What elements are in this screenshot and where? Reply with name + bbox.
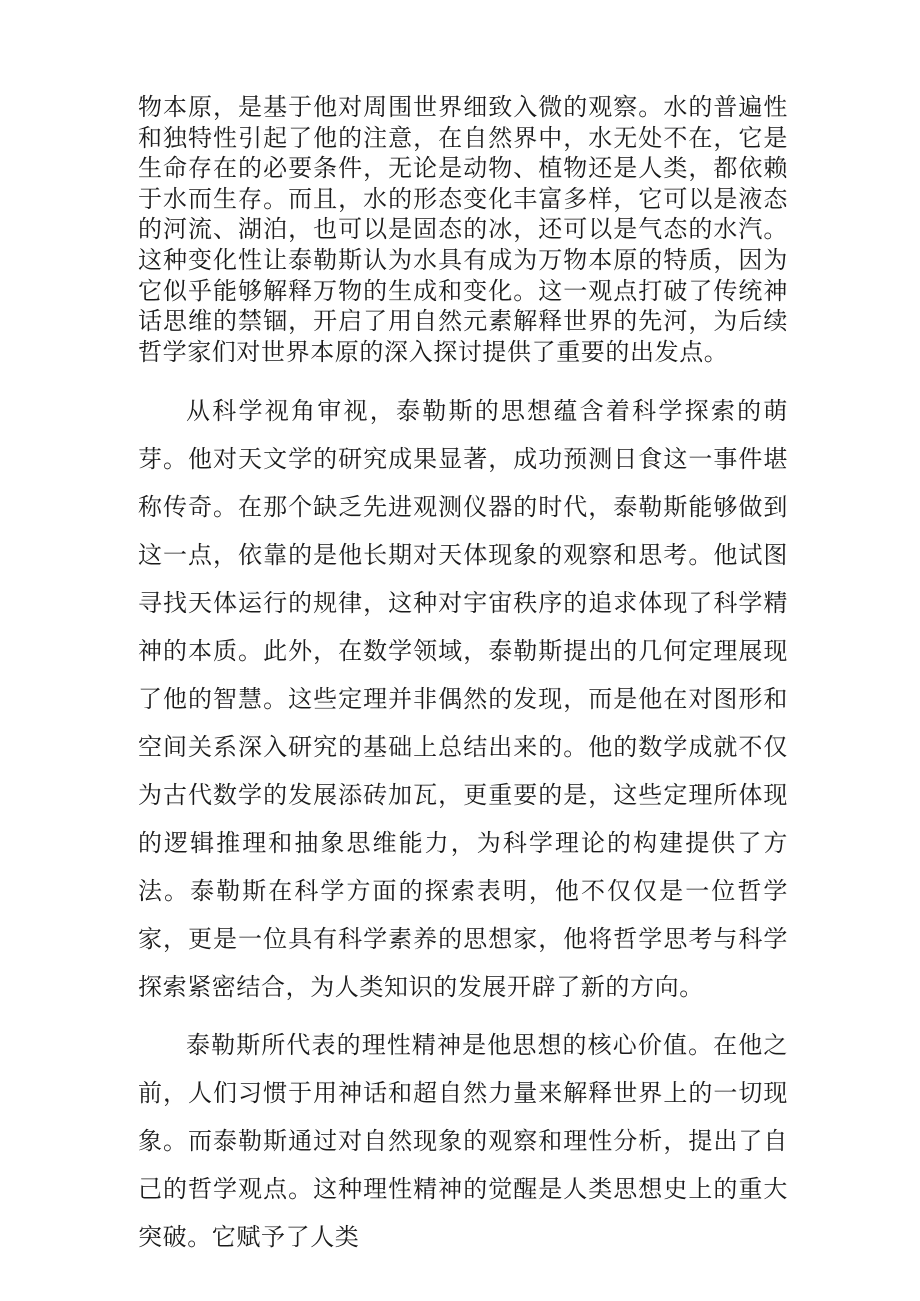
document-page [138, 92, 788, 1261]
paragraph-science-perspective: 从科学视角审视，泰勒斯的思想蕴含着科学探索的萌芽。他对天文学的研究成果显著，成功预测日食这一事件堪称传奇。在那个缺乏先进观测仪器的时代，泰勒斯能够做到这一点，依靠的是他长期对天体现象的观察和思考。他试图寻找天体运行的规律，这种对宇宙秩序的追求体现了科学精神的本质。此外，在数学领域，泰勒斯提出的几何定理展现了他的智慧。这些定理并非偶然的发现，而是他在对图形和空间关系深入研究的基础上总结出来的。他的数学成就不仅为古代数学的发展添砖加瓦，更重要的是，这些定理所体现的逻辑推理和抽象思维能力，为科学理论的构建提供了方法。泰勒斯在科学方面的探索表明，他不仅仅是一位哲学家，更是一位具有科学素养的思想家，他将哲学思考与科学探索紧密结合，为人类知识的发展开辟了新的方向。 [138, 397, 788, 1002]
paragraph-rational-spirit: 泰勒斯所代表的理性精神是他思想的核心价值。在他之前，人们习惯于用神话和超自然力量来解释世界上的一切现象。而泰勒斯通过对自然现象的观察和理性分析，提出了自己的哲学观点。这种理性精神的觉醒是人类思想史上的重大突破。它赋予了人类 [138, 1031, 788, 1252]
paragraph-water-origin: 物本原，是基于他对周围世界细致入微的观察。水的普遍性和独特性引起了他的注意，在自然界中，水无处不在，它是生命存在的必要条件，无论是动物、植物还是人类，都依赖于水而生存。而且，水的形态变化丰富多样，它可以是液态的河流、湖泊，也可以是固态的冰，还可以是气态的水汽。这种变化性让泰勒斯认为水具有成为万物本原的特质，因为它似乎能够解释万物的生成和变化。这一观点打破了传统神话思维的禁锢，开启了用自然元素解释世界的先河，为后续哲学家们对世界本原的深入探讨提供了重要的出发点。 [138, 93, 788, 366]
